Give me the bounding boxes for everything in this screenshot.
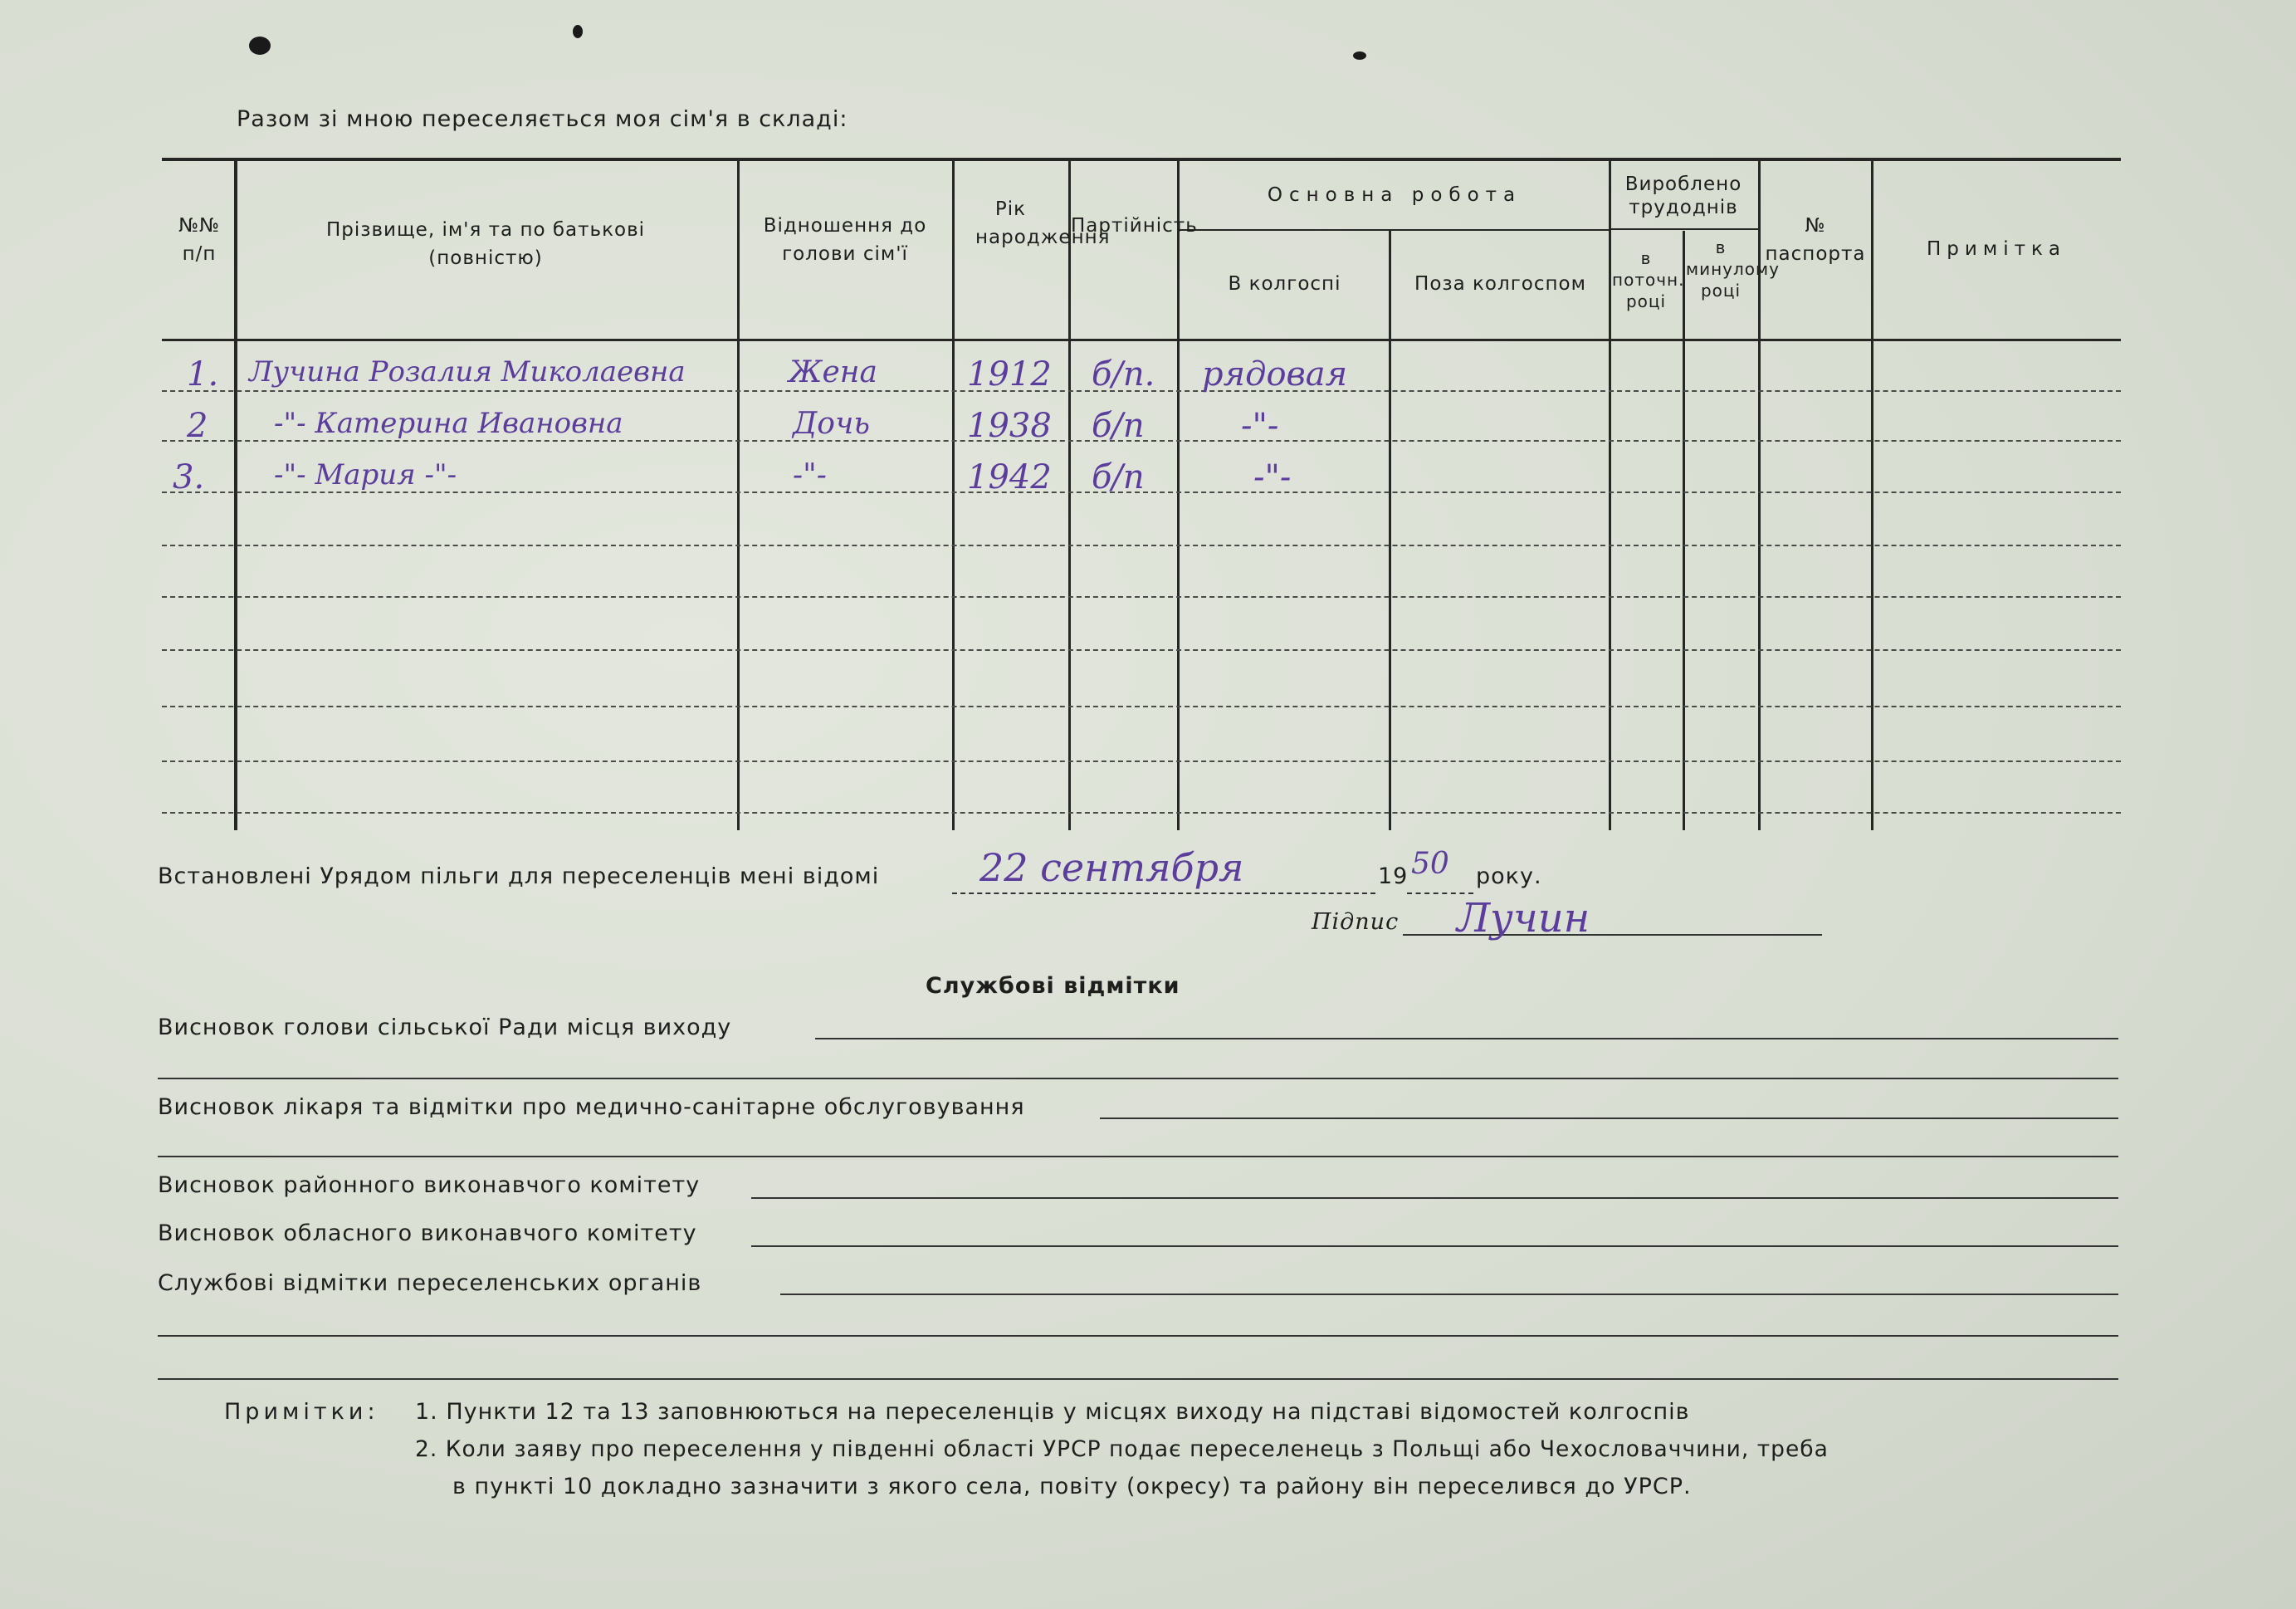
row-relation: -"-	[793, 458, 827, 492]
row-party: б/п	[1092, 407, 1145, 445]
fill-line	[815, 1038, 2118, 1039]
col-divider	[1871, 158, 1873, 830]
row-year: 1942	[967, 458, 1052, 496]
row-num: 3.	[173, 458, 205, 496]
col-divider	[1609, 158, 1611, 830]
col-divider	[737, 158, 740, 830]
official-line-1: Висновок голови сільської Ради місця виходу	[158, 1015, 732, 1040]
row-relation: Дочь	[793, 407, 870, 441]
row-line	[162, 706, 2121, 707]
benefits-date-line	[952, 893, 1375, 894]
row-line	[162, 545, 2121, 546]
row-party: б/п	[1092, 458, 1145, 496]
row-line	[162, 812, 2121, 814]
row-relation: Жена	[789, 355, 877, 389]
notes-label: Примітки:	[224, 1399, 379, 1425]
header-note: Примітка	[1927, 238, 2066, 260]
header-relation: Відношення до голови сім'ї	[763, 215, 927, 265]
col-divider	[234, 158, 237, 830]
fill-line	[780, 1294, 2118, 1295]
benefits-year-suffix: року.	[1476, 863, 1542, 889]
col-divider	[1683, 231, 1685, 830]
col-divider	[952, 158, 955, 830]
benefits-date: 22 сентября	[979, 845, 1244, 890]
note-2a: 2. Коли заяву про переселення у південні області УРСР подає переселенець з Польщі або Чехословаччини, треба	[415, 1436, 1829, 1462]
official-line-4: Висновок обласного виконавчого комітету	[158, 1220, 697, 1246]
row-num: 1.	[187, 355, 219, 394]
year-line	[1407, 893, 1473, 894]
ink-blot	[1353, 51, 1366, 60]
official-title: Службові відмітки	[926, 973, 1180, 999]
fill-line	[158, 1378, 2118, 1380]
benefits-year: 50	[1411, 847, 1449, 881]
signature: Лучин	[1457, 895, 1590, 941]
ink-blot	[249, 37, 271, 55]
official-line-5: Службові відмітки переселенських органів	[158, 1270, 702, 1296]
row-line	[162, 649, 2121, 651]
header-workdays: Вироблено трудоднів	[1624, 174, 1742, 218]
row-line	[162, 760, 2121, 762]
row-name: Лучина Розалия Миколаевна	[249, 355, 686, 389]
header-in-kolhosp: В колгоспі	[1228, 273, 1341, 295]
official-line-3: Висновок районного виконавчого комітету	[158, 1172, 701, 1198]
row-year: 1938	[967, 407, 1052, 445]
fill-line	[1100, 1117, 2118, 1119]
fill-line	[158, 1156, 2118, 1157]
header-outside-kolhosp: Поза колгоспом	[1414, 273, 1586, 295]
table-header-bottom	[162, 339, 2121, 341]
benefits-year-prefix: 19	[1378, 863, 1409, 889]
note-2b: в пункті 10 докладно зазначити з якого села, повіту (окресу) та району він переселився до УРСР.	[452, 1474, 1692, 1499]
row-party: б/п.	[1092, 355, 1155, 394]
row-num: 2	[187, 407, 208, 445]
header-party: Партійність	[1071, 215, 1198, 237]
row-work: -"-	[1253, 458, 1292, 496]
official-line-2: Висновок лікаря та відмітки про медично-санітарне обслуговування	[158, 1094, 1025, 1120]
header-main-work: Основна робота	[1267, 184, 1522, 206]
header-last-year: в минулому році	[1686, 237, 1780, 301]
col-divider	[1177, 158, 1180, 830]
header-name: Прізвище, ім'я та по батькові (повністю)	[325, 219, 646, 269]
header-num: №№ п/п	[178, 215, 220, 265]
fill-line	[751, 1245, 2118, 1247]
row-year: 1912	[967, 355, 1052, 394]
intro-text: Разом зі мною переселяється моя сім'я в складі:	[237, 106, 848, 132]
signature-label: Підпис	[1312, 909, 1400, 935]
workdays-split	[1609, 228, 1760, 230]
row-name: -"- Катерина Ивановна	[274, 407, 623, 440]
row-line	[162, 596, 2121, 598]
note-1: 1. Пункти 12 та 13 заповнюються на переселенців у місцях виходу на підставі відомостей колгоспів	[415, 1399, 1690, 1425]
fill-line	[751, 1197, 2118, 1199]
table-top-border	[162, 158, 2121, 161]
main-work-split	[1177, 229, 1609, 231]
col-divider	[1068, 158, 1071, 830]
header-passport: № паспорта	[1765, 215, 1866, 265]
col-divider	[1389, 231, 1391, 830]
ink-blot	[573, 25, 583, 38]
row-work: рядовая	[1202, 355, 1348, 394]
benefits-text: Встановлені Урядом пільги для переселенців мені відомі	[158, 863, 880, 889]
fill-line	[158, 1335, 2118, 1337]
row-name: -"- Мария -"-	[274, 458, 457, 492]
header-current-year: в поточн. році	[1612, 248, 1685, 311]
fill-line	[158, 1078, 2118, 1079]
row-work: -"-	[1241, 407, 1279, 445]
header-year: Рік народження	[975, 198, 1111, 248]
